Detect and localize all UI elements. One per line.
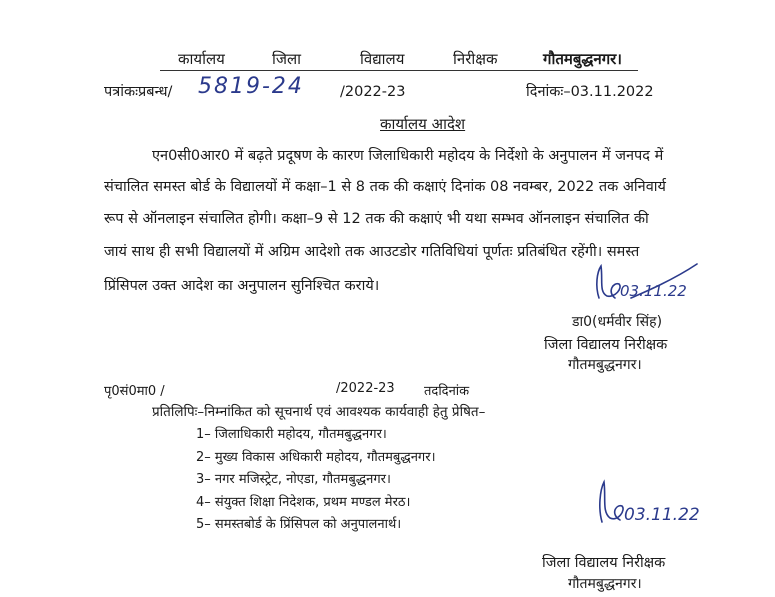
- body-line-1: एन0सी0आर0 में बढ़ते प्रदूषण के कारण जिलाधिकारी महोदय के निर्देशो के अनुपालन में जनपद में: [152, 148, 664, 164]
- body-line-4: जायं साथ ही सभी विद्यालयों में अग्रिम आदेशो तक आउटडोर गतिविधियां पूर्णतः प्रतिबंधित रहेंगी। समस्त: [104, 244, 640, 260]
- copy-item-3: 3– नगर मजिस्ट्रेट, नोएडा, गौतमबुद्धनगर।: [196, 472, 391, 487]
- header-underline: [160, 70, 638, 71]
- signature-2-city: गौतमबुद्धनगर।: [568, 576, 642, 592]
- copy-item-4: 4– संयुक्त शिक्षा निदेशक, प्रथम मण्डल मेरठ।: [196, 495, 411, 510]
- copy-ref-label: पृ0सं0मा0 /: [104, 384, 165, 399]
- signature-2-title: जिला विद्यालय निरीक्षक: [542, 555, 666, 571]
- header-city: गौतमबुद्धनगर।: [543, 50, 622, 68]
- signature-1-city: गौतमबुद्धनगर।: [568, 357, 642, 373]
- header-district: जिला: [272, 50, 302, 68]
- header-office: कार्यालय: [178, 50, 225, 68]
- copy-year: /2022-23: [336, 381, 395, 396]
- copy-item-5: 5– समस्तबोर्ड के प्रिंसिपल को अनुपालनार्थ।: [196, 517, 402, 532]
- body-line-3: रूप से ऑनलाइन संचालित होगी। कक्षा–9 से 12 तक की कक्षाएं भी यथा सम्भव ऑनलाइन संचालित की: [104, 211, 649, 227]
- ref-label: पत्रांकःप्रबन्ध/: [104, 84, 173, 100]
- order-title: कार्यालय आदेश: [380, 115, 466, 133]
- header-inspector: निरीक्षक: [453, 50, 498, 68]
- ref-date: दिनांकः–03.11.2022: [526, 84, 654, 100]
- signature-1-title: जिला विद्यालय निरीक्षक: [544, 337, 668, 353]
- ref-handwritten-number: 5819-24: [198, 74, 304, 99]
- ref-year: /2022-23: [340, 84, 406, 100]
- body-line-2: संचालित समस्त बोर्ड के विद्यालयों में कक्षा–1 से 8 तक की कक्षाएं दिनांक 08 नवम्बर, 2022 तक अनिवार्य: [104, 179, 666, 195]
- signature-2-date: 03.11.22: [624, 505, 700, 525]
- signature-1-name: डा0(धर्मवीर सिंह): [572, 314, 663, 330]
- signature-1-date: 03.11.22: [620, 282, 687, 300]
- copy-item-2: 2– मुख्य विकास अधिकारी महोदय, गौतमबुद्धनगर।: [196, 450, 436, 465]
- copy-same-date: तददिनांक: [424, 384, 470, 399]
- copy-item-1: 1– जिलाधिकारी महोदय, गौतमबुद्धनगर।: [196, 427, 387, 442]
- header-school: विद्यालय: [360, 50, 405, 68]
- copy-intro: प्रतिलिपिः–निम्नांकित को सूचनार्थ एवं आवश्यक कार्यवाही हेतु प्रेषित–: [152, 404, 486, 420]
- body-line-5: प्रिंसिपल उक्त आदेश का अनुपालन सुनिश्चित कराये।: [104, 278, 380, 294]
